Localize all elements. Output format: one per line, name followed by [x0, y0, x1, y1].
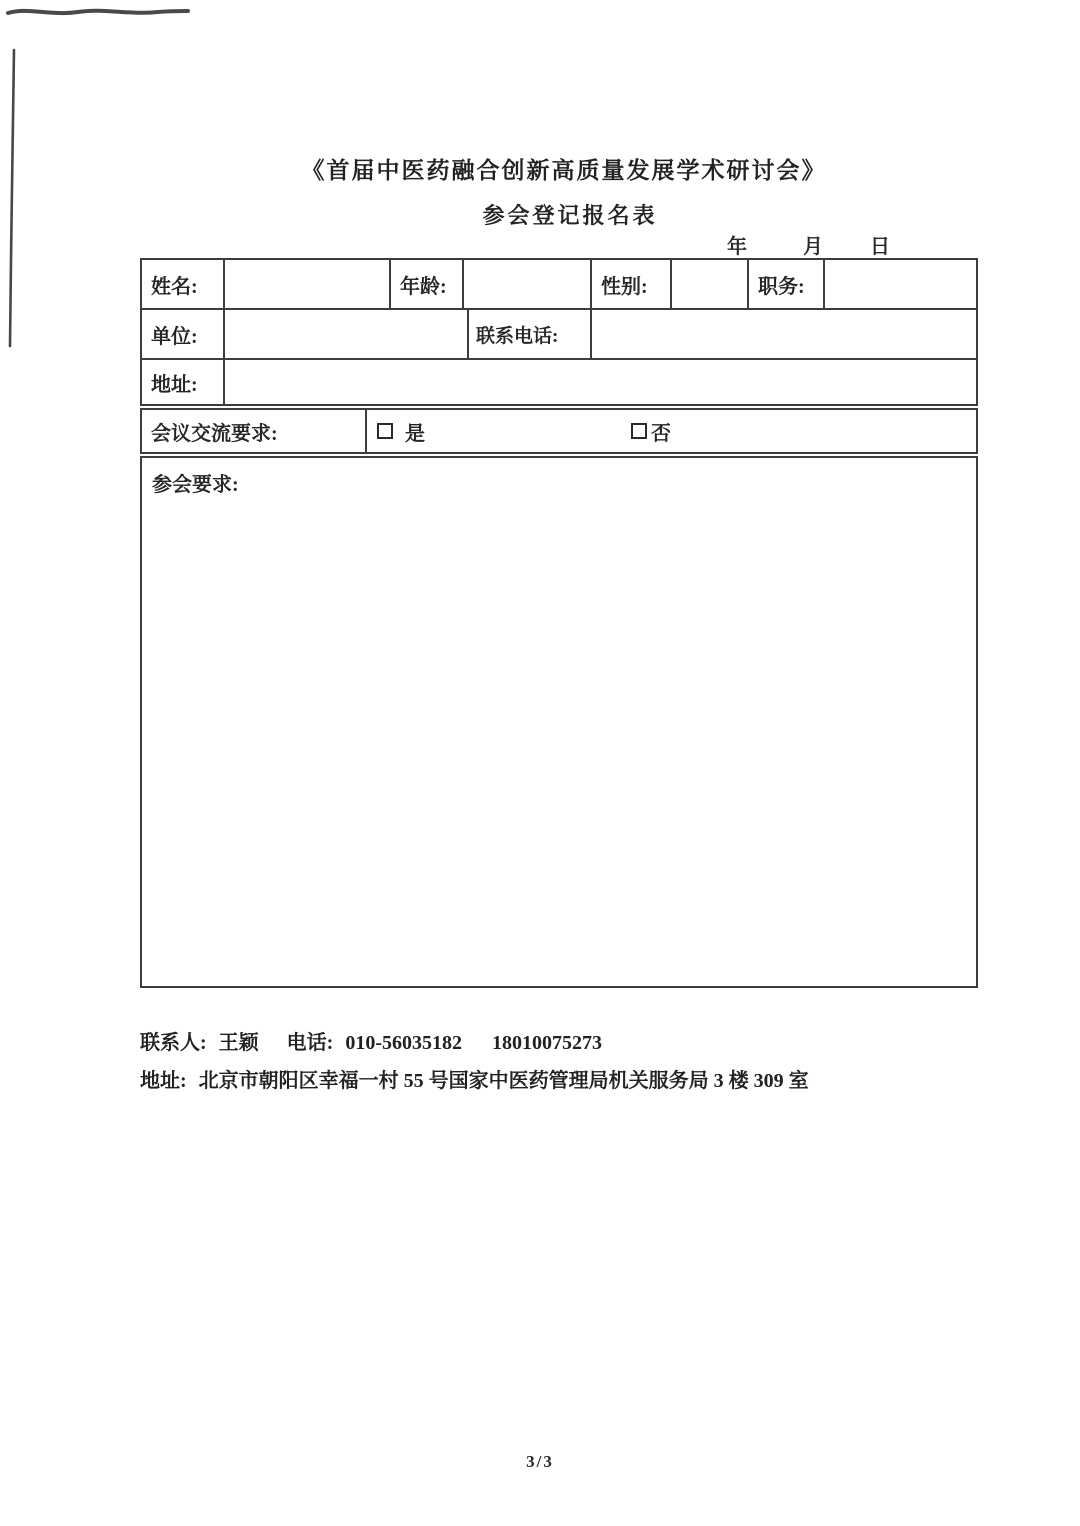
- table-row-address: [142, 360, 976, 404]
- exchange-no-option: [631, 417, 671, 446]
- age-field[interactable]: [464, 260, 592, 308]
- date-day-label: 日: [870, 236, 890, 258]
- table-row-exchange: [142, 410, 976, 452]
- form-table-requirements-section: [140, 456, 978, 988]
- position-label: 职务:: [749, 260, 825, 308]
- document-title: 《首届中医药融合创新高质量发展学术研讨会》: [301, 158, 827, 183]
- exchange-yes-option: [377, 417, 425, 446]
- page-number: 3/3: [526, 1452, 554, 1471]
- footer-contact-line: [140, 1026, 602, 1055]
- footer-address-value: 北京市朝阳区幸福一村 55 号国家中医药管理局机关服务局 3 楼 309 室: [198, 1070, 809, 1092]
- address-field[interactable]: [225, 360, 976, 404]
- form-table-top-section: [140, 258, 978, 406]
- table-row-personal: [142, 260, 976, 310]
- contact-phone-secondary: 18010075273: [492, 1032, 603, 1054]
- exchange-options-cell: [367, 410, 976, 452]
- table-row-organization: [142, 310, 976, 360]
- phone-label: 联系电话:: [469, 310, 592, 358]
- no-checkbox[interactable]: [631, 423, 647, 439]
- date-month-label: 月: [803, 236, 823, 258]
- name-field[interactable]: [225, 260, 391, 308]
- name-label: 姓名:: [142, 260, 225, 308]
- document-subtitle: 参会登记报名表: [482, 203, 658, 228]
- contact-person-label: 联系人:: [140, 1032, 207, 1054]
- gender-label: 性别:: [592, 260, 672, 308]
- contact-person-name: 王颖: [218, 1032, 259, 1054]
- exchange-requirement-label: 会议交流要求:: [142, 410, 367, 452]
- contact-phone-primary: 010-56035182: [345, 1032, 463, 1054]
- gender-field[interactable]: [672, 260, 749, 308]
- date-year-label: 年: [727, 236, 747, 258]
- position-field[interactable]: [825, 260, 976, 308]
- address-label: 地址:: [142, 360, 225, 404]
- yes-checkbox-label: 是: [405, 422, 425, 445]
- no-checkbox-label: 否: [651, 422, 671, 445]
- date-line: [700, 230, 920, 259]
- yes-checkbox[interactable]: [377, 423, 393, 439]
- contact-phone-label: 电话:: [286, 1032, 334, 1054]
- form-table-exchange-section: [140, 408, 978, 454]
- organization-field[interactable]: [225, 310, 469, 358]
- footer-address-label: 地址:: [140, 1070, 187, 1092]
- requirements-cell[interactable]: [142, 458, 976, 986]
- requirements-label: 参会要求:: [152, 474, 239, 496]
- footer-address-line: [140, 1064, 809, 1093]
- age-label: 年龄:: [391, 260, 464, 308]
- organization-label: 单位:: [142, 310, 225, 358]
- phone-field[interactable]: [592, 310, 976, 358]
